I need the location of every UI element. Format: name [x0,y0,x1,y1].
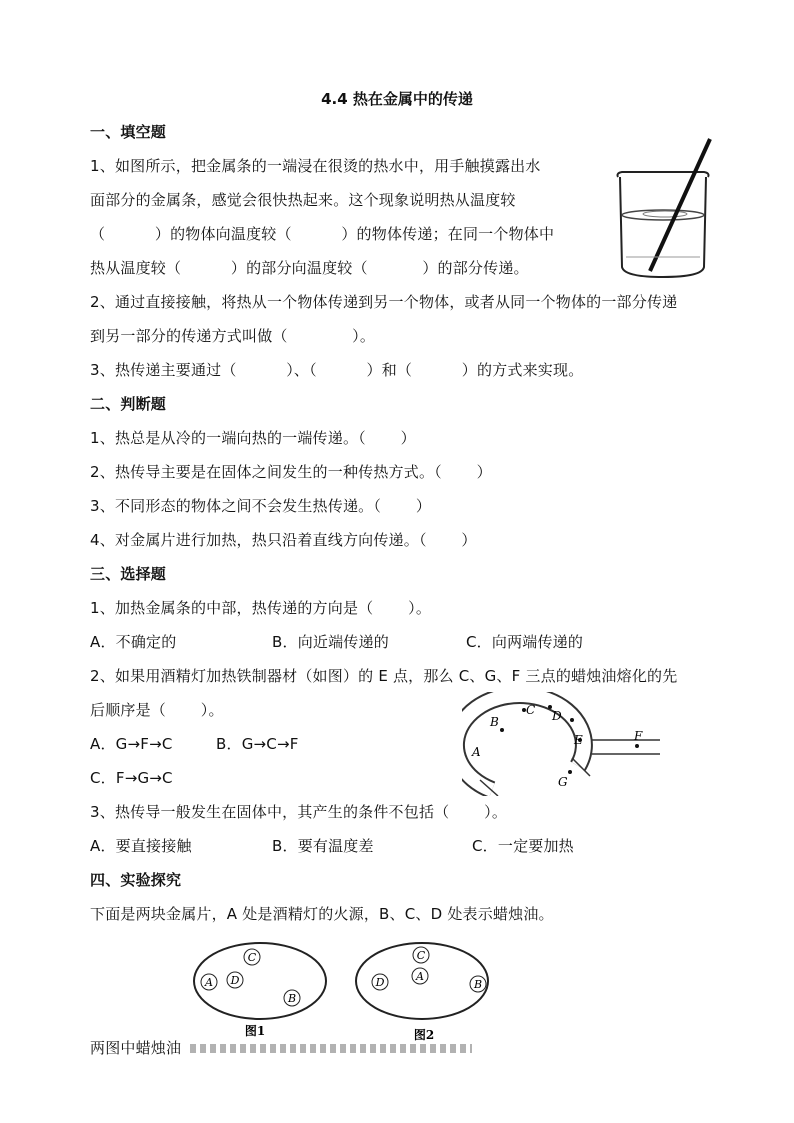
choice-q2-line1: 2、如果用酒精灯加热铁制器材（如图）的 E 点，那么 C、G、F 三点的蜡烛油熔化的先 [90,667,678,685]
section-heading-experiment: 四、实验探究 [90,871,182,889]
ring-label-d: D [552,709,562,723]
fig1-label-a: A [205,976,213,989]
fig2-label-c: C [416,949,426,962]
experiment-q1-partial: 两图中蜡烛油 [90,1039,182,1057]
fig2-label-b: B [473,978,483,991]
choice-q2-option-a: A．G→F→C [90,735,173,753]
fig1-caption: 图1 [244,1024,266,1038]
choice-q1-option-a: A．不确定的 [90,633,177,651]
judge-q4: 4、对金属片进行加热，热只沿着直线方向传递。（ ） [90,531,477,549]
experiment-intro: 下面是两块金属片，A 处是酒精灯的火源，B、C、D 处表示蜡烛油。 [90,905,554,923]
choice-q2-option-b: B．G→C→F [216,735,299,753]
ring-label-b: B [490,715,499,729]
choice-q3: 3、热传导一般发生在固体中，其产生的条件不包括（ ）。 [90,803,508,821]
beaker-illustration [610,135,720,285]
plate-figure-2 [356,943,488,1042]
page-title: 4.4 热在金属中的传递 [321,90,473,108]
choice-q1-option-c: C．向两端传递的 [466,633,584,651]
fig1-label-b: B [287,992,297,1005]
ring-label-g: G [558,775,568,789]
fill-q3: 3、热传递主要通过（ ）、（ ）和（ ）的方式来实现。 [90,361,584,379]
judge-q3: 3、不同形态的物体之间不会发生热传递。（ ） [90,497,432,515]
fill-q1-line1: 1、如图所示，把金属条的一端浸在很烫的热水中，用手触摸露出水 [90,157,541,175]
fig2-label-d: D [375,976,385,989]
fill-q1-line3: （ ）的物体向温度较（ ）的物体传递；在同一个物体中 [90,225,555,243]
choice-q1-option-b: B．向近端传递的 [272,633,389,651]
ring-label-a: A [472,745,481,759]
choice-q2-option-c: C．F→G→C [90,769,173,787]
ring-label-c: C [526,703,536,717]
fig2-label-a: A [416,970,424,983]
fill-q2-line2: 到另一部分的传递方式叫做（ ）。 [90,327,376,345]
choice-q3-option-c: C．一定要加热 [472,837,574,855]
section-heading-fill-blank: 一、填空题 [90,123,167,141]
choice-q3-option-b: B．要有温度差 [272,837,374,855]
ring-label-f: F [634,729,643,743]
fill-q1-line2: 面部分的金属条，感觉会很快热起来。这个现象说明热从温度较 [90,191,516,209]
metal-plates-figure [190,935,510,1047]
cropped-text-fragment [190,1044,472,1053]
plate-figure-1 [194,943,326,1038]
section-heading-true-false: 二、判断题 [90,395,167,413]
ring-label-e: E [574,733,583,747]
section-heading-choice: 三、选择题 [90,565,167,583]
judge-q1: 1、热总是从冷的一端向热的一端传递。（ ） [90,429,416,447]
choice-q2-line2: 后顺序是（ ）。 [90,701,224,719]
iron-ring-illustration [462,692,662,796]
judge-q2: 2、热传导主要是在固体之间发生的一种传热方式。（ ） [90,463,492,481]
fig2-caption: 图2 [413,1028,435,1042]
fill-q1-line4: 热从温度较（ ）的部分向温度较（ ）的部分传递。 [90,259,529,277]
choice-q1: 1、加热金属条的中部，热传递的方向是（ ）。 [90,599,432,617]
fig1-label-d: D [230,974,240,987]
choice-q3-option-a: A．要直接接触 [90,837,192,855]
fill-q2-line1: 2、通过直接接触，将热从一个物体传递到另一个物体，或者从同一个物体的一部分传递 [90,293,678,311]
fig1-label-c: C [247,951,257,964]
